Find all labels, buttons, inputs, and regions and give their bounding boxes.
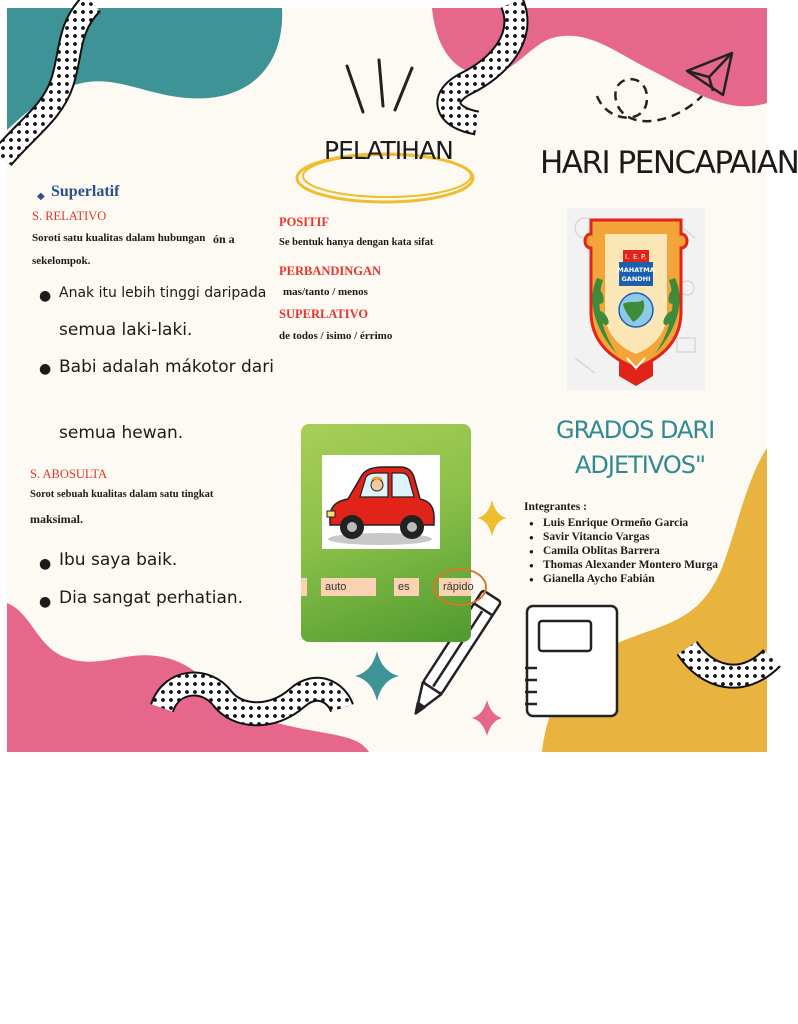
- team-member: ● Luis Enrique Ormeño Garcia: [529, 516, 718, 530]
- team-member: ● Thomas Alexander Montero Murga: [529, 558, 718, 572]
- example-relativo-2b: semua hewan.: [59, 423, 184, 443]
- word-tile-auto: auto: [321, 578, 376, 596]
- integrantes-label: Integrantes :: [524, 501, 587, 513]
- example-bullet: ●: [39, 556, 52, 572]
- crest-letter-1: I.: [625, 253, 630, 261]
- car-picture: [322, 455, 440, 549]
- sparkle-icon: [477, 500, 507, 536]
- relativo-description-cont: sekelompok.: [32, 255, 91, 267]
- crest-text-gandhi: GANDHI: [621, 275, 651, 283]
- positif-text: Se bentuk hanya dengan kata sifat: [279, 237, 434, 248]
- absoluta-description: Sorot sebuah kualitas dalam satu tingkat: [30, 489, 214, 500]
- superlatif-heading: Superlatif: [51, 183, 120, 200]
- sparkle-icon: [355, 651, 399, 701]
- highlight-circle: [433, 568, 487, 606]
- absoluta-label: S. ABOSULTA: [30, 467, 108, 481]
- word-tile-rapido: rápido: [439, 578, 471, 596]
- team-member: ● Savir Vitancio Vargas: [529, 530, 718, 544]
- perbandingan-label: PERBANDINGAN: [279, 264, 382, 278]
- crest-letter-2: E.: [633, 253, 640, 261]
- school-crest-icon: [567, 208, 705, 390]
- subtitle-line-2: ADJETIVOS": [575, 451, 706, 479]
- subtitle-line-1: GRADOS DARI: [556, 416, 715, 444]
- example-bullet: ●: [39, 361, 52, 377]
- car-driver-icon: [322, 455, 440, 549]
- word-tile-edge: [301, 578, 307, 596]
- team-member: ● Gianella Aycho Fabián: [529, 572, 718, 586]
- crest-letter-3: P.: [641, 253, 647, 261]
- positif-label: POSITIF: [279, 215, 330, 229]
- example-relativo-2a: Babi adalah mákotor dari: [59, 357, 274, 377]
- example-relativo-1b: semua laki-laki.: [59, 320, 193, 340]
- example-relativo-1a: Anak itu lebih tinggi daripada: [59, 285, 267, 301]
- pelatihan-title: PELATIHAN: [324, 136, 453, 165]
- perbandingan-text: mas/tanto / menos: [283, 286, 368, 298]
- sparkle-icon: [472, 700, 502, 736]
- word-tile-es: es: [394, 578, 419, 596]
- superlativo-label: SUPERLATIVO: [279, 307, 369, 321]
- absoluta-description-cont: maksimal.: [30, 512, 84, 526]
- heading-bullet: ◆: [37, 191, 45, 202]
- notebook-icon: [525, 606, 617, 716]
- relativo-label: S. RELATIVO: [32, 209, 107, 223]
- relativo-description-end: ón a: [213, 232, 235, 246]
- hari-pencapaian-title: HARI PENCAPAIAN: [540, 145, 798, 181]
- team-member: ● Camila Oblitas Barrera: [529, 544, 718, 558]
- superlativo-text: de todos / isimo / érrimo: [279, 330, 393, 342]
- relativo-description: Soroti satu kualitas dalam hubungan: [32, 232, 206, 244]
- team-members-list: [529, 516, 718, 586]
- example-bullet: ●: [39, 594, 52, 610]
- example-absoluta-1: Ibu saya baik.: [59, 550, 178, 570]
- brochure-page: [7, 8, 798, 752]
- car-illustration: [301, 424, 474, 642]
- example-absoluta-2: Dia sangat perhatian.: [59, 588, 244, 608]
- rays-icon: [347, 60, 412, 112]
- school-crest: [567, 208, 705, 390]
- example-bullet: ●: [39, 288, 52, 304]
- crest-text-mahatma: MAHATMA: [617, 266, 655, 274]
